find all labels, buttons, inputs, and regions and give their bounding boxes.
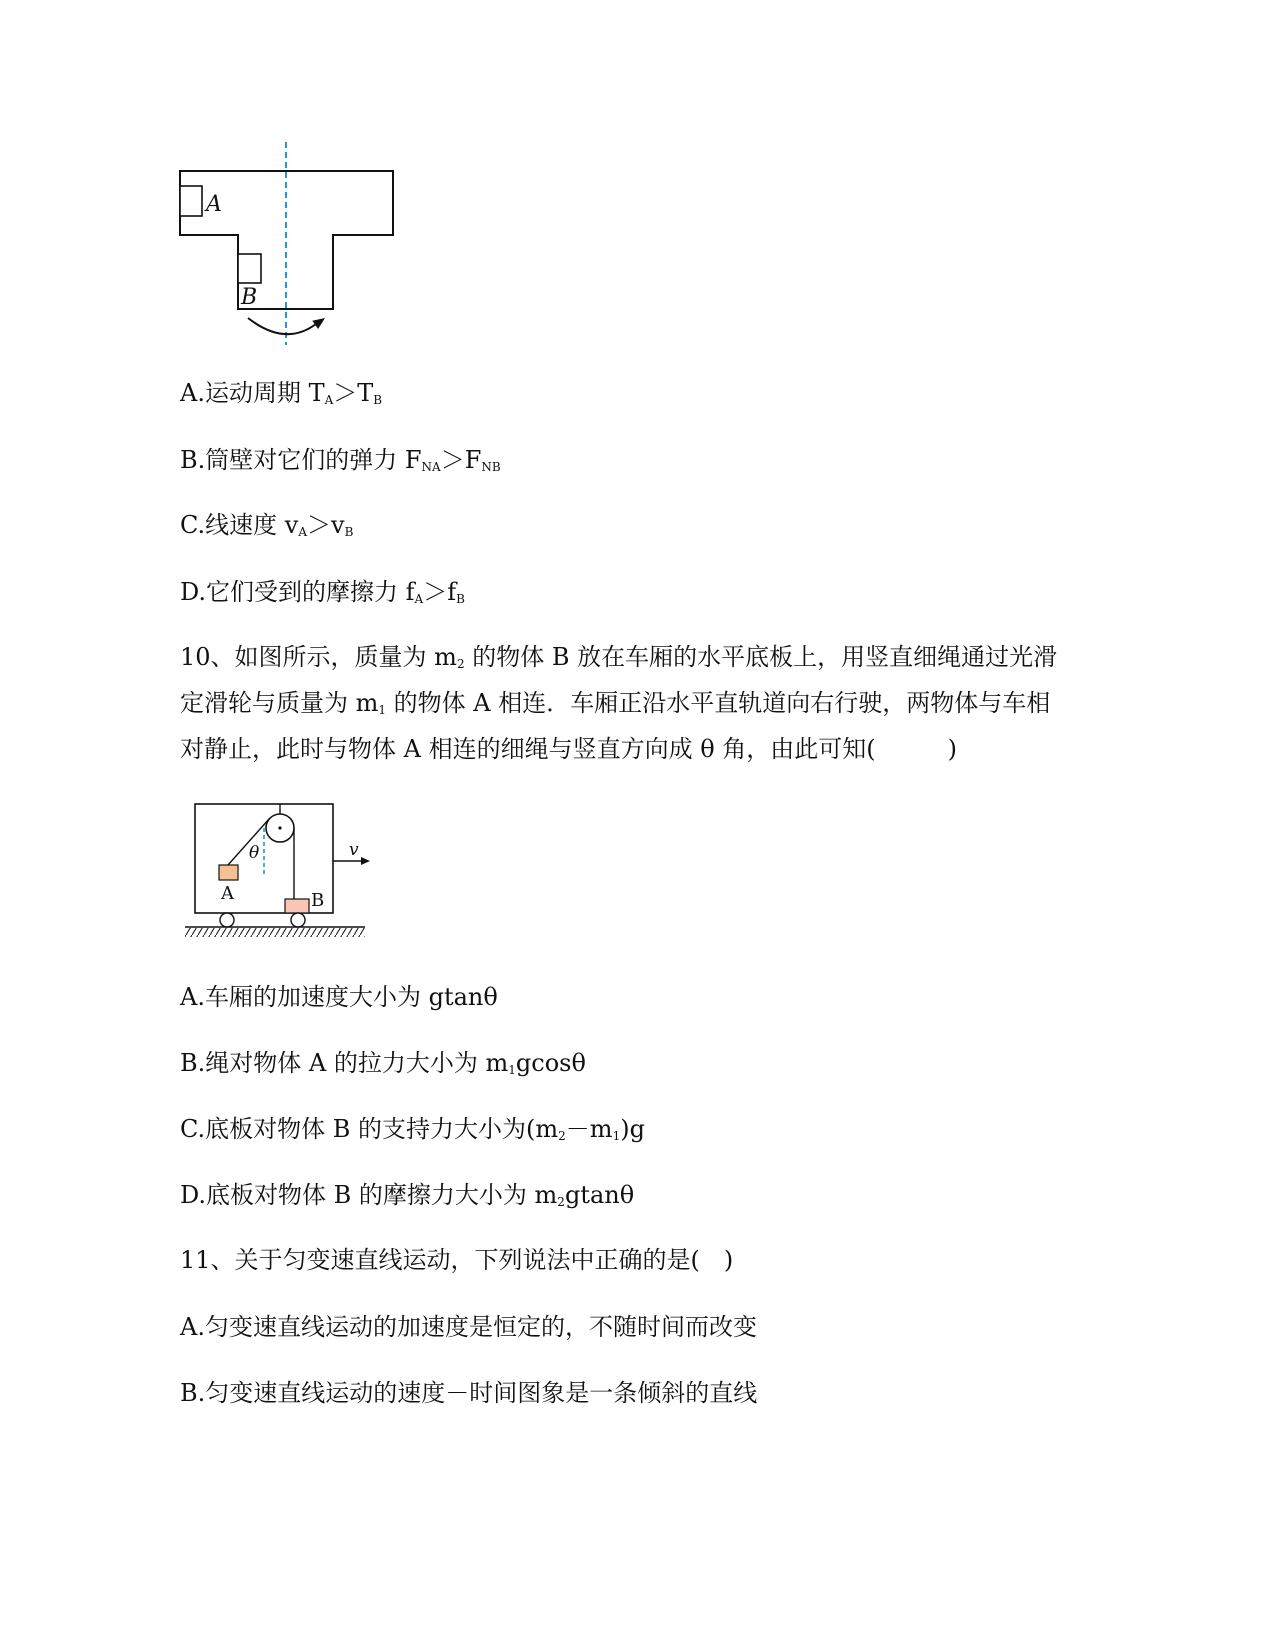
- q11-stem: [180, 1245, 733, 1275]
- option-text: B.绳对物体 A 的拉力大小为 m: [180, 1049, 509, 1077]
- subscript: 2: [557, 1195, 565, 1209]
- option-text: A.匀变速直线运动的加速度是恒定的，不随时间而改变: [180, 1313, 757, 1341]
- option-relation: ＞F: [440, 446, 482, 474]
- label-b: B: [311, 890, 325, 911]
- q10-option-c: [180, 1114, 645, 1144]
- stem-text: 11、关于匀变速直线运动，下列说法中正确的是( ): [180, 1246, 734, 1274]
- q9-option-b: [180, 445, 501, 475]
- option-text: B.匀变速直线运动的速度－时间图象是一条倾斜的直线: [180, 1379, 758, 1407]
- wheel-right: [291, 913, 305, 927]
- stem-text: 定滑轮与质量为 m: [180, 689, 379, 717]
- rotation-arrowhead-icon: [312, 318, 325, 329]
- option-text: －m: [565, 1115, 613, 1143]
- block-a: [180, 186, 202, 216]
- stem-text: 10、如图所示，质量为 m: [180, 643, 457, 671]
- option-text: A.运动周期 T: [180, 379, 325, 407]
- block-b: [238, 254, 261, 283]
- label-b: B: [241, 285, 258, 310]
- q10-option-a: [180, 982, 498, 1012]
- q11-option-a: [180, 1312, 757, 1342]
- subscript: 1: [378, 703, 387, 717]
- label-v: v: [349, 840, 359, 860]
- stem-text: 的物体 B 放在车厢的水平底板上，用竖直细绳通过光滑: [464, 643, 1058, 671]
- velocity-arrowhead-icon: [361, 857, 370, 865]
- option-text: D.它们受到的摩擦力 f: [180, 578, 415, 606]
- q10-stem-line-2: [180, 688, 1050, 718]
- ground-hatching: [185, 928, 365, 937]
- option-text: B.筒壁对它们的弹力 F: [180, 446, 422, 474]
- option-relation: ＞v: [307, 511, 345, 539]
- label-a: A: [206, 192, 222, 217]
- subscript: A: [414, 592, 424, 606]
- wheel-left: [220, 913, 234, 927]
- block-b: [285, 899, 309, 913]
- option-text: gtanθ: [564, 1181, 635, 1209]
- option-relation: ＞T: [333, 379, 374, 407]
- option-text: C.线速度 v: [180, 511, 299, 539]
- q10-stem-line-1: [180, 642, 1057, 672]
- rotating-cylinder-figure: [170, 135, 410, 355]
- option-relation: ＞f: [423, 578, 457, 606]
- subscript: 1: [612, 1129, 621, 1143]
- subscript: B: [456, 592, 465, 606]
- subscript: A: [298, 525, 307, 539]
- q9-option-d: [180, 577, 465, 607]
- carriage-pulley-figure: [180, 795, 380, 945]
- option-text: D.底板对物体 B 的摩擦力大小为 m: [180, 1181, 558, 1209]
- subscript: NA: [421, 460, 441, 474]
- option-text: A.车厢的加速度大小为 gtanθ: [180, 983, 498, 1011]
- subscript: B: [373, 393, 383, 407]
- option-text: )g: [620, 1115, 645, 1143]
- subscript: 1: [508, 1063, 516, 1077]
- option-text: C.底板对物体 B 的支持力大小为(m: [180, 1115, 559, 1143]
- label-theta: θ: [249, 843, 260, 863]
- q10-option-b: [180, 1048, 586, 1078]
- stem-text: 的物体 A 相连．车厢正沿水平直轨道向右行驶，两物体与车相: [386, 689, 1051, 717]
- q11-option-b: [180, 1378, 757, 1408]
- label-a: A: [221, 883, 234, 904]
- subscript: B: [344, 525, 354, 539]
- q10-option-d: [180, 1180, 634, 1210]
- pulley-axle: [278, 826, 281, 829]
- subscript: A: [324, 393, 334, 407]
- q10-stem-line-3: [180, 734, 957, 764]
- subscript: NB: [481, 460, 501, 474]
- block-a: [219, 865, 238, 880]
- subscript: 2: [558, 1129, 566, 1143]
- subscript: 2: [456, 657, 465, 671]
- q9-option-a: [180, 378, 382, 408]
- rotation-direction-arrow: [248, 318, 316, 334]
- q9-option-c: [180, 510, 353, 540]
- option-text: gcosθ: [515, 1049, 586, 1077]
- stem-text: 对静止，此时与物体 A 相连的细绳与竖直方向成 θ 角，由此可知( ): [180, 735, 958, 763]
